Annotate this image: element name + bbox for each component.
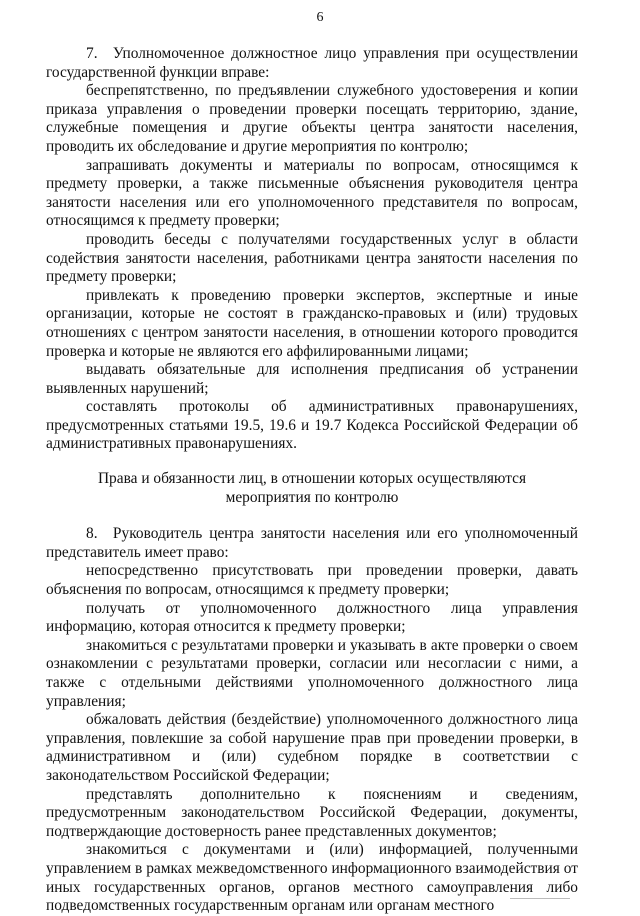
document-body — [46, 45, 578, 916]
section-7-item: запрашивать документы и материалы по вопросам, относящимся к предмету проверки, а также письменные объяснения руководителя центра занятости населения или его уполномоченного представителя по вопросам, относящимся к предмету проверки; — [46, 156, 578, 230]
scan-mark — [510, 898, 570, 899]
section-8-item: знакомиться с документами и (или) информацией, полученными управлением в рамках межведомственного информационного взаимодействия от иных государственных органов, органов местного самоуправления либо подведомственных государственным органам или органам местного — [46, 841, 578, 915]
section-8-intro: 8. Руководитель центра занятости населения или его уполномоченный представитель имеет право: — [46, 525, 578, 561]
section-8-item: знакомиться с результатами проверки и указывать в акте проверки о своем ознакомлении с результатами проверки, согласии или несогласии с ними, а также с отдельными действиями уполномоченного должностного лица управления; — [46, 636, 578, 710]
section-7-item: беспрепятственно, по предъявлении служебного удостоверения и копии приказа управления о проведении проверки посещать территорию, здание, служебные помещения и другие объекты центра занятости населения, проводить их обследование и другие мероприятия по контролю; — [46, 82, 578, 155]
section-8-item: обжаловать действия (бездействие) уполномоченного должностного лица управления, повлекшие за собой нарушение прав при проведении проверки, в административном и (или) судебном порядке в соответствии с законодательством Российской Федерации; — [46, 711, 578, 784]
section-8-item: получать от уполномоченного должностного лица управления информацию, которая относится к предмету проверки; — [46, 599, 578, 636]
section-8-item: представлять дополнительно к пояснениям и сведениям, предусмотренным законодательством Российской Федерации, документы, подтверждающие достоверность ранее представленных документов; — [46, 785, 578, 840]
section-7-item: выдавать обязательные для исполнения предписания об устранении выявленных нарушений; — [46, 361, 578, 397]
section-8-item: непосредственно присутствовать при проведении проверки, давать объяснения по вопросам, относящимся к предмету проверки; — [46, 562, 578, 599]
section-7-intro: 7. Уполномоченное должностное лицо управления при осуществлении государственной функции вправе: — [46, 45, 578, 81]
section-7-item: привлекать к проведению проверки экспертов, экспертные и иные организации, которые не состоят в гражданско-правовых и (или) трудовых отношениях с центром занятости населения, в отношении которого проводится проверка и которые не являются его аффилированными лицами; — [46, 286, 578, 360]
spacer — [46, 507, 578, 525]
section-7-item: составлять протоколы об административных правонарушениях, предусмотренных статьями 19.5, 19.6 и 19.7 Кодекса Российской Федерации об административных правонарушениях. — [46, 398, 578, 453]
page-number: 6 — [316, 10, 324, 25]
section-heading: Права и обязанности лиц, в отношении которых осуществляются мероприятия по контролю — [97, 470, 527, 506]
section-7-item: проводить беседы с получателями государственных услуг в области содействия занятости населения, работниками центра занятости населения по предмету проверки; — [46, 230, 578, 286]
